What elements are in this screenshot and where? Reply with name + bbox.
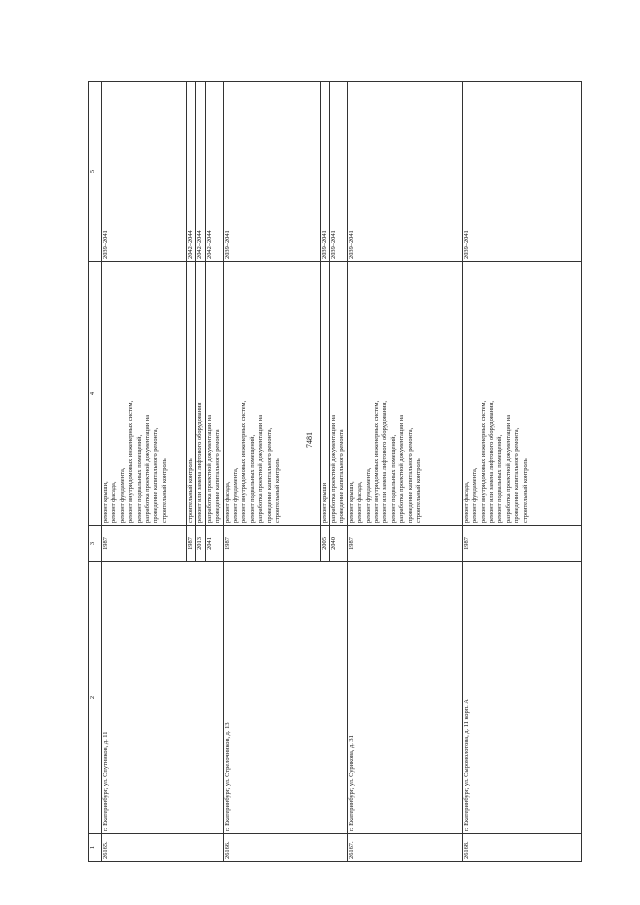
work-item: проведение капитального ремонта: [338, 429, 346, 523]
work-item: строительный контроль: [160, 458, 168, 523]
work-item: проведение капитального ремонта: [214, 429, 222, 523]
work-item: ремонт фундамента,: [118, 467, 126, 523]
address-cell: г. Екатеринбург, ул. Стрелочников, д. 13: [223, 562, 347, 834]
works-cell: [330, 262, 348, 526]
address-cell: г. Екатеринбург, ул. Сыромолотова, д. 11 корп. А: [462, 562, 581, 834]
work-item: ремонт крыши,: [102, 481, 109, 523]
work-item: ремонт подвальных помещений,: [248, 434, 256, 523]
works-cell: [462, 262, 581, 526]
table-row: [102, 82, 187, 862]
col-header-3: 3: [89, 526, 102, 562]
work-item: ремонт крыши,: [347, 481, 355, 523]
work-item: ремонт или замена лифтового оборудования: [196, 402, 204, 523]
work-item: ремонт фундамента,: [232, 467, 240, 523]
year-cell: 2013: [196, 526, 205, 562]
work-item: ремонт внутридомовых инженерных систем,: [479, 400, 487, 523]
work-item: ремонт или замена лифтового оборудования,: [381, 400, 389, 523]
work-item: проведение капитального ремонта,: [152, 427, 160, 523]
work-item: ремонт крыши: [320, 482, 328, 523]
rotated-page: [88, 82, 600, 862]
work-item: ремонт внутридомовых инженерных систем,: [240, 400, 248, 523]
page-number: 7481: [305, 432, 314, 448]
work-item: ремонт внутридомовых инженерных систем,: [127, 400, 135, 523]
work-item: ремонт фасада,: [110, 481, 118, 523]
work-item: ремонт подвальных помещений,: [135, 434, 143, 523]
work-item: разработка проектной документации на: [144, 414, 152, 523]
address-cell: г. Екатеринбург, ул. Сурикова, д. 31: [347, 562, 462, 834]
work-item: разработка проектной документации на: [398, 414, 406, 523]
address-cell: г. Екатеринбург, ул. Спутников, д. 11: [102, 562, 224, 834]
period-cell: 2039–2041: [102, 82, 187, 262]
work-item: ремонт фасада,: [356, 481, 364, 523]
period-cell: 2042–2044: [187, 82, 196, 262]
work-item: строительный контроль: [521, 458, 529, 523]
works-cell: [320, 262, 329, 526]
work-item: проведение капитального ремонта,: [406, 427, 414, 523]
work-item: проведение капитального ремонта,: [265, 427, 273, 523]
col-header-5: 5: [89, 82, 102, 262]
work-item: ремонт внутридомовых инженерных систем,: [373, 400, 381, 523]
row-number: 26167.: [347, 834, 462, 862]
header-row: [89, 82, 102, 862]
table-row: [347, 82, 462, 862]
repair-schedule-table: [88, 81, 582, 862]
year-cell: 2041: [205, 526, 223, 562]
works-cell: [223, 262, 320, 526]
work-item: строительный контроль: [187, 458, 194, 523]
col-header-1: 1: [89, 834, 102, 862]
work-item: ремонт фасада,: [462, 481, 470, 523]
work-item: разработка проектной документации на: [504, 414, 512, 523]
row-number: 26168.: [462, 834, 581, 862]
period-cell: 2039–2041: [462, 82, 581, 262]
year-cell: 1987: [102, 526, 187, 562]
row-number: 26165.: [102, 834, 224, 862]
year-cell: 1987: [347, 526, 462, 562]
work-item: разработка проектной документации на: [257, 414, 265, 523]
work-item: ремонт фасада,: [223, 481, 231, 523]
year-cell: 1987: [223, 526, 320, 562]
period-cell: 2042–2044: [196, 82, 205, 262]
period-cell: 2039–2041: [347, 82, 462, 262]
work-item: ремонт подвальных помещений,: [389, 434, 397, 523]
period-cell: 2042–2044: [205, 82, 223, 262]
works-cell: [102, 262, 187, 526]
period-cell: 2039–2041: [330, 82, 348, 262]
table-row: [223, 82, 320, 862]
work-item: ремонт подвальных помещений,: [496, 434, 504, 523]
col-header-4: 4: [89, 262, 102, 526]
work-item: ремонт или замена лифтового оборудования,: [488, 400, 496, 523]
work-item: строительный контроль: [415, 458, 423, 523]
works-cell: [187, 262, 196, 526]
period-cell: 2039–2041: [320, 82, 329, 262]
col-header-2: 2: [89, 562, 102, 834]
table-row: [462, 82, 581, 862]
work-item: разработка проектной документации на: [330, 414, 338, 523]
works-cell: [205, 262, 223, 526]
year-cell: 2005: [320, 526, 329, 562]
work-item: строительный контроль: [274, 458, 282, 523]
period-cell: 2039–2041: [223, 82, 320, 262]
year-cell: 2040: [330, 526, 348, 562]
work-item: ремонт фундамента,: [364, 467, 372, 523]
work-item: ремонт фундамента,: [471, 467, 479, 523]
year-cell: 1987: [187, 526, 196, 562]
works-cell: [196, 262, 205, 526]
work-item: проведение капитального ремонта,: [513, 427, 521, 523]
works-cell: [347, 262, 462, 526]
work-item: разработка проектной документации на: [205, 414, 213, 523]
row-number: 26166.: [223, 834, 347, 862]
year-cell: 1987: [462, 526, 581, 562]
